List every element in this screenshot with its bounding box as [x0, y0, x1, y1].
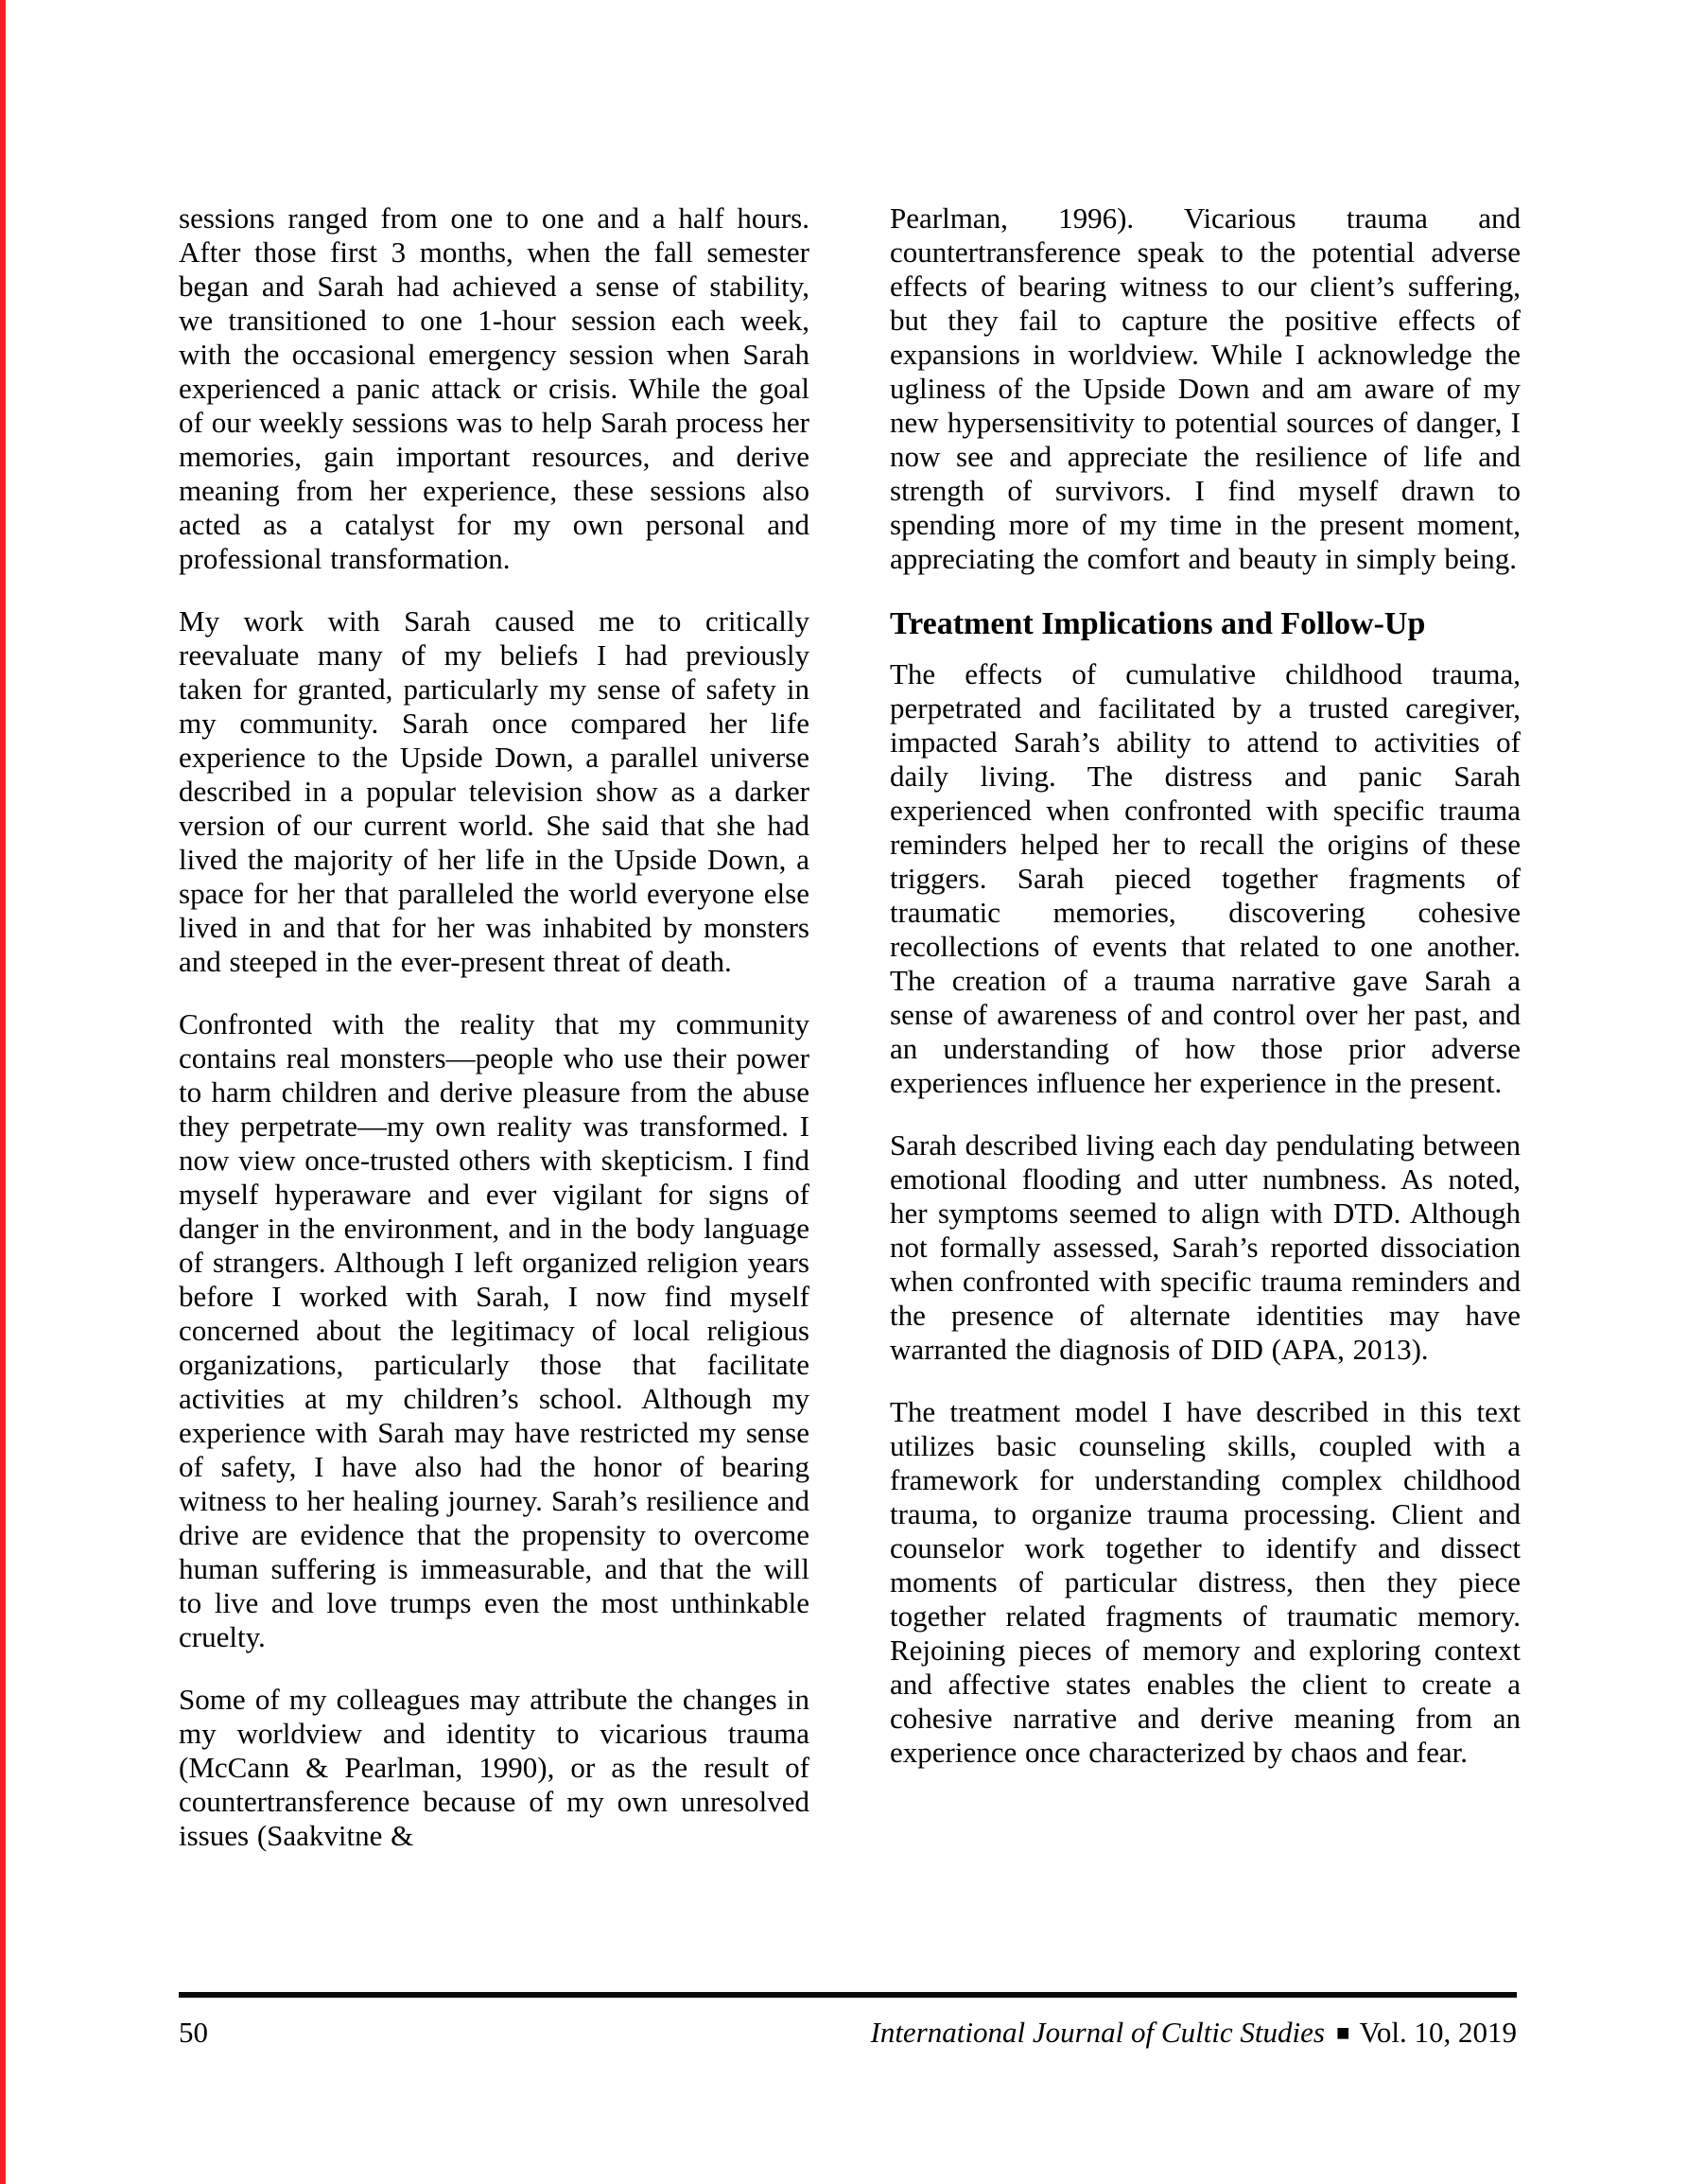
right-column — [890, 201, 1521, 1798]
left-edge-accent — [0, 0, 6, 2184]
volume-info: Vol. 10, 2019 — [1359, 2016, 1517, 2049]
paragraph: Some of my colleagues may attribute the changes in my worldview and identity to vicarious trauma (McCann & Pearlman, 1990), or as the result of countertransference because of my own unresolved issues (Saakvitne & — [179, 1683, 809, 1852]
paragraph: Sarah described living each day pendulating between emotional flooding and utter numbness. As noted, her symptoms seemed to align with DTD. Although not formally assessed, Sarah’s reported dissociation when confronted with specific trauma reminders and the presence of alternate identities may have warranted the diagnosis of DID (APA, 2013). — [890, 1128, 1521, 1366]
right-column-top-paragraphs — [890, 201, 1521, 576]
square-separator-icon: ■ — [1335, 2021, 1350, 2046]
section-heading: Treatment Implications and Follow-Up — [890, 606, 1426, 641]
journal-title: International Journal of Cultic Studies — [870, 2016, 1325, 2049]
paragraph: The effects of cumulative childhood trauma, perpetrated and facilitated by a trusted caregiver, impacted Sarah’s ability to attend to activities of daily living. The distress and panic Sarah experienced when confronted with specific trauma reminders helped her to recall the origins of these triggers. Sarah pieced together fragments of traumatic memories, discovering cohesive recollections of events that related to one another. The creation of a trauma narrative gave Sarah a sense of awareness of and control over her past, and an understanding of how those prior adverse experiences influence her experience in the present. — [890, 657, 1521, 1099]
paragraph: Pearlman, 1996). Vicarious trauma and countertransference speak to the potential adverse effects of bearing witness to our client’s suffering, but they fail to capture the positive effects of expansions in worldview. While I acknowledge the ugliness of the Upside Down and am aware of my new hypersensitivity to potential sources of danger, I now see and appreciate the resilience of life and strength of survivors. I find myself drawn to spending more of my time in the present moment, appreciating the comfort and beauty in simply being. — [890, 201, 1521, 575]
footer-rule — [179, 1992, 1517, 1998]
left-column — [179, 201, 809, 1881]
footer — [179, 2015, 1517, 2053]
paragraph: The treatment model I have described in this text utilizes basic counseling skills, coupled with a framework for understanding complex childhood trauma, to organize trauma processing. Client and counselor work together to identify and dissect moments of particular distress, then they piece together related fragments of traumatic memory. Rejoining pieces of memory and exploring context and affective states enables the client to create a cohesive narrative and derive meaning from an experience once characterized by chaos and fear. — [890, 1395, 1521, 1769]
paragraph: Confronted with the reality that my community contains real monsters—people who use their power to harm children and derive pleasure from the abuse they perpetrate—my own reality was transformed. I now view once-trusted others with skepticism. I find myself hyperaware and ever vigilant for signs of danger in the environment, and in the body language of strangers. Although I left organized religion years before I worked with Sarah, I now find myself concerned about the legitimacy of local religious organizations, particularly those that facilitate activities at my children’s school. Although my experience with Sarah may have restricted my sense of safety, I have also had the honor of bearing witness to her healing journey. Sarah’s resilience and drive are evidence that the propensity to overcome human suffering is immeasurable, and that the will to live and love trumps even the most unthinkable cruelty. — [179, 1007, 809, 1653]
page-number: 50 — [179, 2016, 208, 2049]
journal-citation — [871, 2015, 1518, 2053]
right-column-bottom-paragraphs — [890, 657, 1521, 1770]
paragraph: My work with Sarah caused me to critically reevaluate many of my beliefs I had previously taken for granted, particularly my sense of safety in my community. Sarah once compared her life experience to the Upside Down, a parallel universe described in a popular television show as a darker version of our current world. She said that she had lived the majority of her life in the Upside Down, a space for her that paralleled the world everyone else lived in and that for her was inhabited by monsters and steeped in the ever-present threat of death. — [179, 604, 809, 978]
paragraph: sessions ranged from one to one and a half hours. After those first 3 months, when the fall semester began and Sarah had achieved a sense of stability, we transitioned to one 1-hour session each week, with the occasional emergency session when Sarah experienced a panic attack or crisis. While the goal of our weekly sessions was to help Sarah process her memories, gain important resources, and derive meaning from her experience, these sessions also acted as a catalyst for my own personal and professional transformation. — [179, 201, 809, 575]
